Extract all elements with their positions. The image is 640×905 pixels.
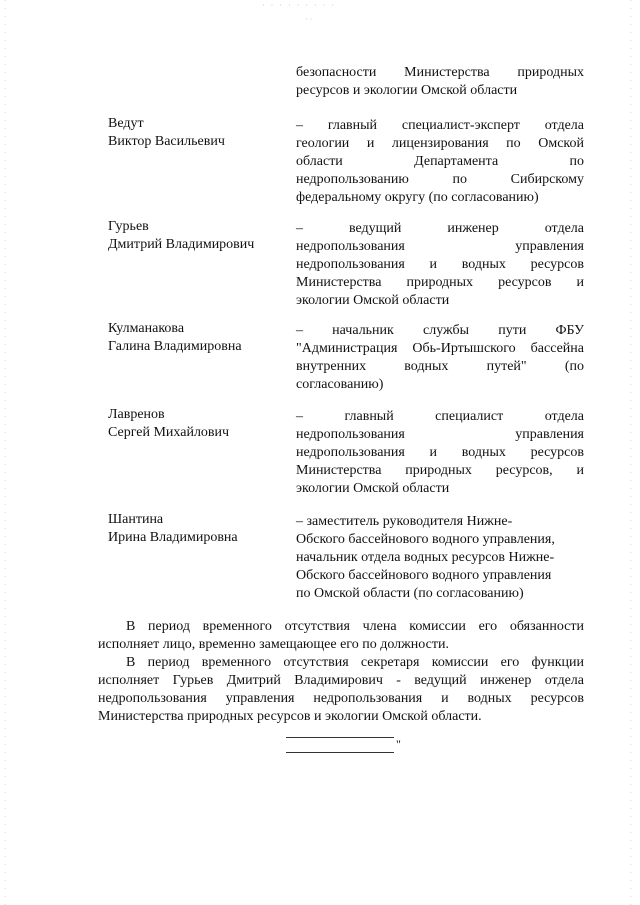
member-name — [108, 406, 283, 442]
position-line: согласованию) — [296, 377, 384, 392]
member-given-names: Виктор Васильевич — [108, 134, 225, 149]
scan-artifact-top: · · · · · · · · · — [262, 1, 336, 10]
member-position — [296, 322, 584, 394]
position-line: – заместитель руководителя Нижне- — [296, 514, 513, 529]
member-name — [108, 320, 283, 356]
paragraph-line: исполняет Гурьев Дмитрий Владимирович - ведущий инженер отдела — [98, 673, 584, 688]
position-line: недропользования управления — [296, 427, 584, 442]
position-line: недропользования и водных ресурсов — [296, 257, 584, 272]
header-continuation — [296, 64, 584, 100]
scan-edge-right — [630, 0, 632, 905]
member-surname: Кулманакова — [108, 321, 185, 336]
member-surname: Шантина — [108, 512, 164, 527]
position-line: "Администрация Обь-Иртышского бассейна — [296, 341, 584, 356]
member-name — [108, 218, 283, 254]
absence-secretary-paragraph — [98, 654, 584, 726]
position-line: геологии и лицензирования по Омской — [296, 136, 584, 151]
position-line: федеральному округу (по согласованию) — [296, 190, 539, 205]
paragraph-line: Министерства природных ресурсов и экологии Омской области. — [98, 709, 482, 724]
member-surname: Ведут — [108, 116, 144, 131]
paragraph-line: В период временного отсутствия секретаря комиссии его функции — [126, 655, 584, 670]
continuation-line: ресурсов и экологии Омской области — [296, 83, 518, 98]
position-line: недропользования и водных ресурсов — [296, 445, 584, 460]
position-line: начальник отдела водных ресурсов Нижне- — [296, 550, 555, 565]
position-line: – начальник службы пути ФБУ — [296, 323, 584, 338]
paragraph-line: недропользования управления недропользования и водных ресурсов — [98, 691, 584, 706]
member-name — [108, 115, 283, 151]
position-line: – главный специалист отдела — [296, 409, 584, 424]
paragraph-line: исполняет лицо, временно замещающее его по должности. — [98, 637, 449, 652]
scan-edge-left — [4, 0, 6, 905]
position-line: Обского бассейнового водного управления — [296, 568, 552, 583]
position-line: внутренних водных путей" (по — [296, 359, 584, 374]
member-position — [296, 220, 584, 310]
position-line: Министерства природных ресурсов, и — [296, 463, 584, 478]
position-line: экологии Омской области — [296, 481, 450, 496]
member-name — [108, 511, 283, 547]
position-line: области Департамента по — [296, 154, 584, 169]
position-line: недропользованию по Сибирскому — [296, 172, 584, 187]
member-given-names: Ирина Владимировна — [108, 530, 238, 545]
continuation-line: безопасности Министерства природных — [296, 65, 584, 80]
member-given-names: Галина Владимировна — [108, 339, 242, 354]
member-position — [296, 117, 584, 207]
position-line: по Омской области (по согласованию) — [296, 586, 524, 601]
position-line: экологии Омской области — [296, 293, 450, 308]
member-given-names: Дмитрий Владимирович — [108, 237, 255, 252]
position-line: – главный специалист-эксперт отдела — [296, 118, 584, 133]
member-surname: Гурьев — [108, 219, 149, 234]
member-position — [296, 513, 584, 603]
closing-quote-mark: " — [396, 737, 401, 751]
position-line: Обского бассейнового водного управления, — [296, 532, 555, 547]
member-given-names: Сергей Михайлович — [108, 425, 230, 440]
closing-separator-line — [286, 752, 394, 753]
absence-member-paragraph — [98, 618, 584, 654]
closing-separator-line — [286, 737, 394, 738]
member-position — [296, 408, 584, 498]
member-surname: Лавренов — [108, 407, 165, 422]
position-line: недропользования управления — [296, 239, 584, 254]
paragraph-line: В период временного отсутствия члена комиссии его обязанности — [126, 619, 584, 634]
scan-artifact-dot: ·· — [305, 15, 315, 24]
position-line: – ведущий инженер отдела — [296, 221, 584, 236]
position-line: Министерства природных ресурсов и — [296, 275, 584, 290]
